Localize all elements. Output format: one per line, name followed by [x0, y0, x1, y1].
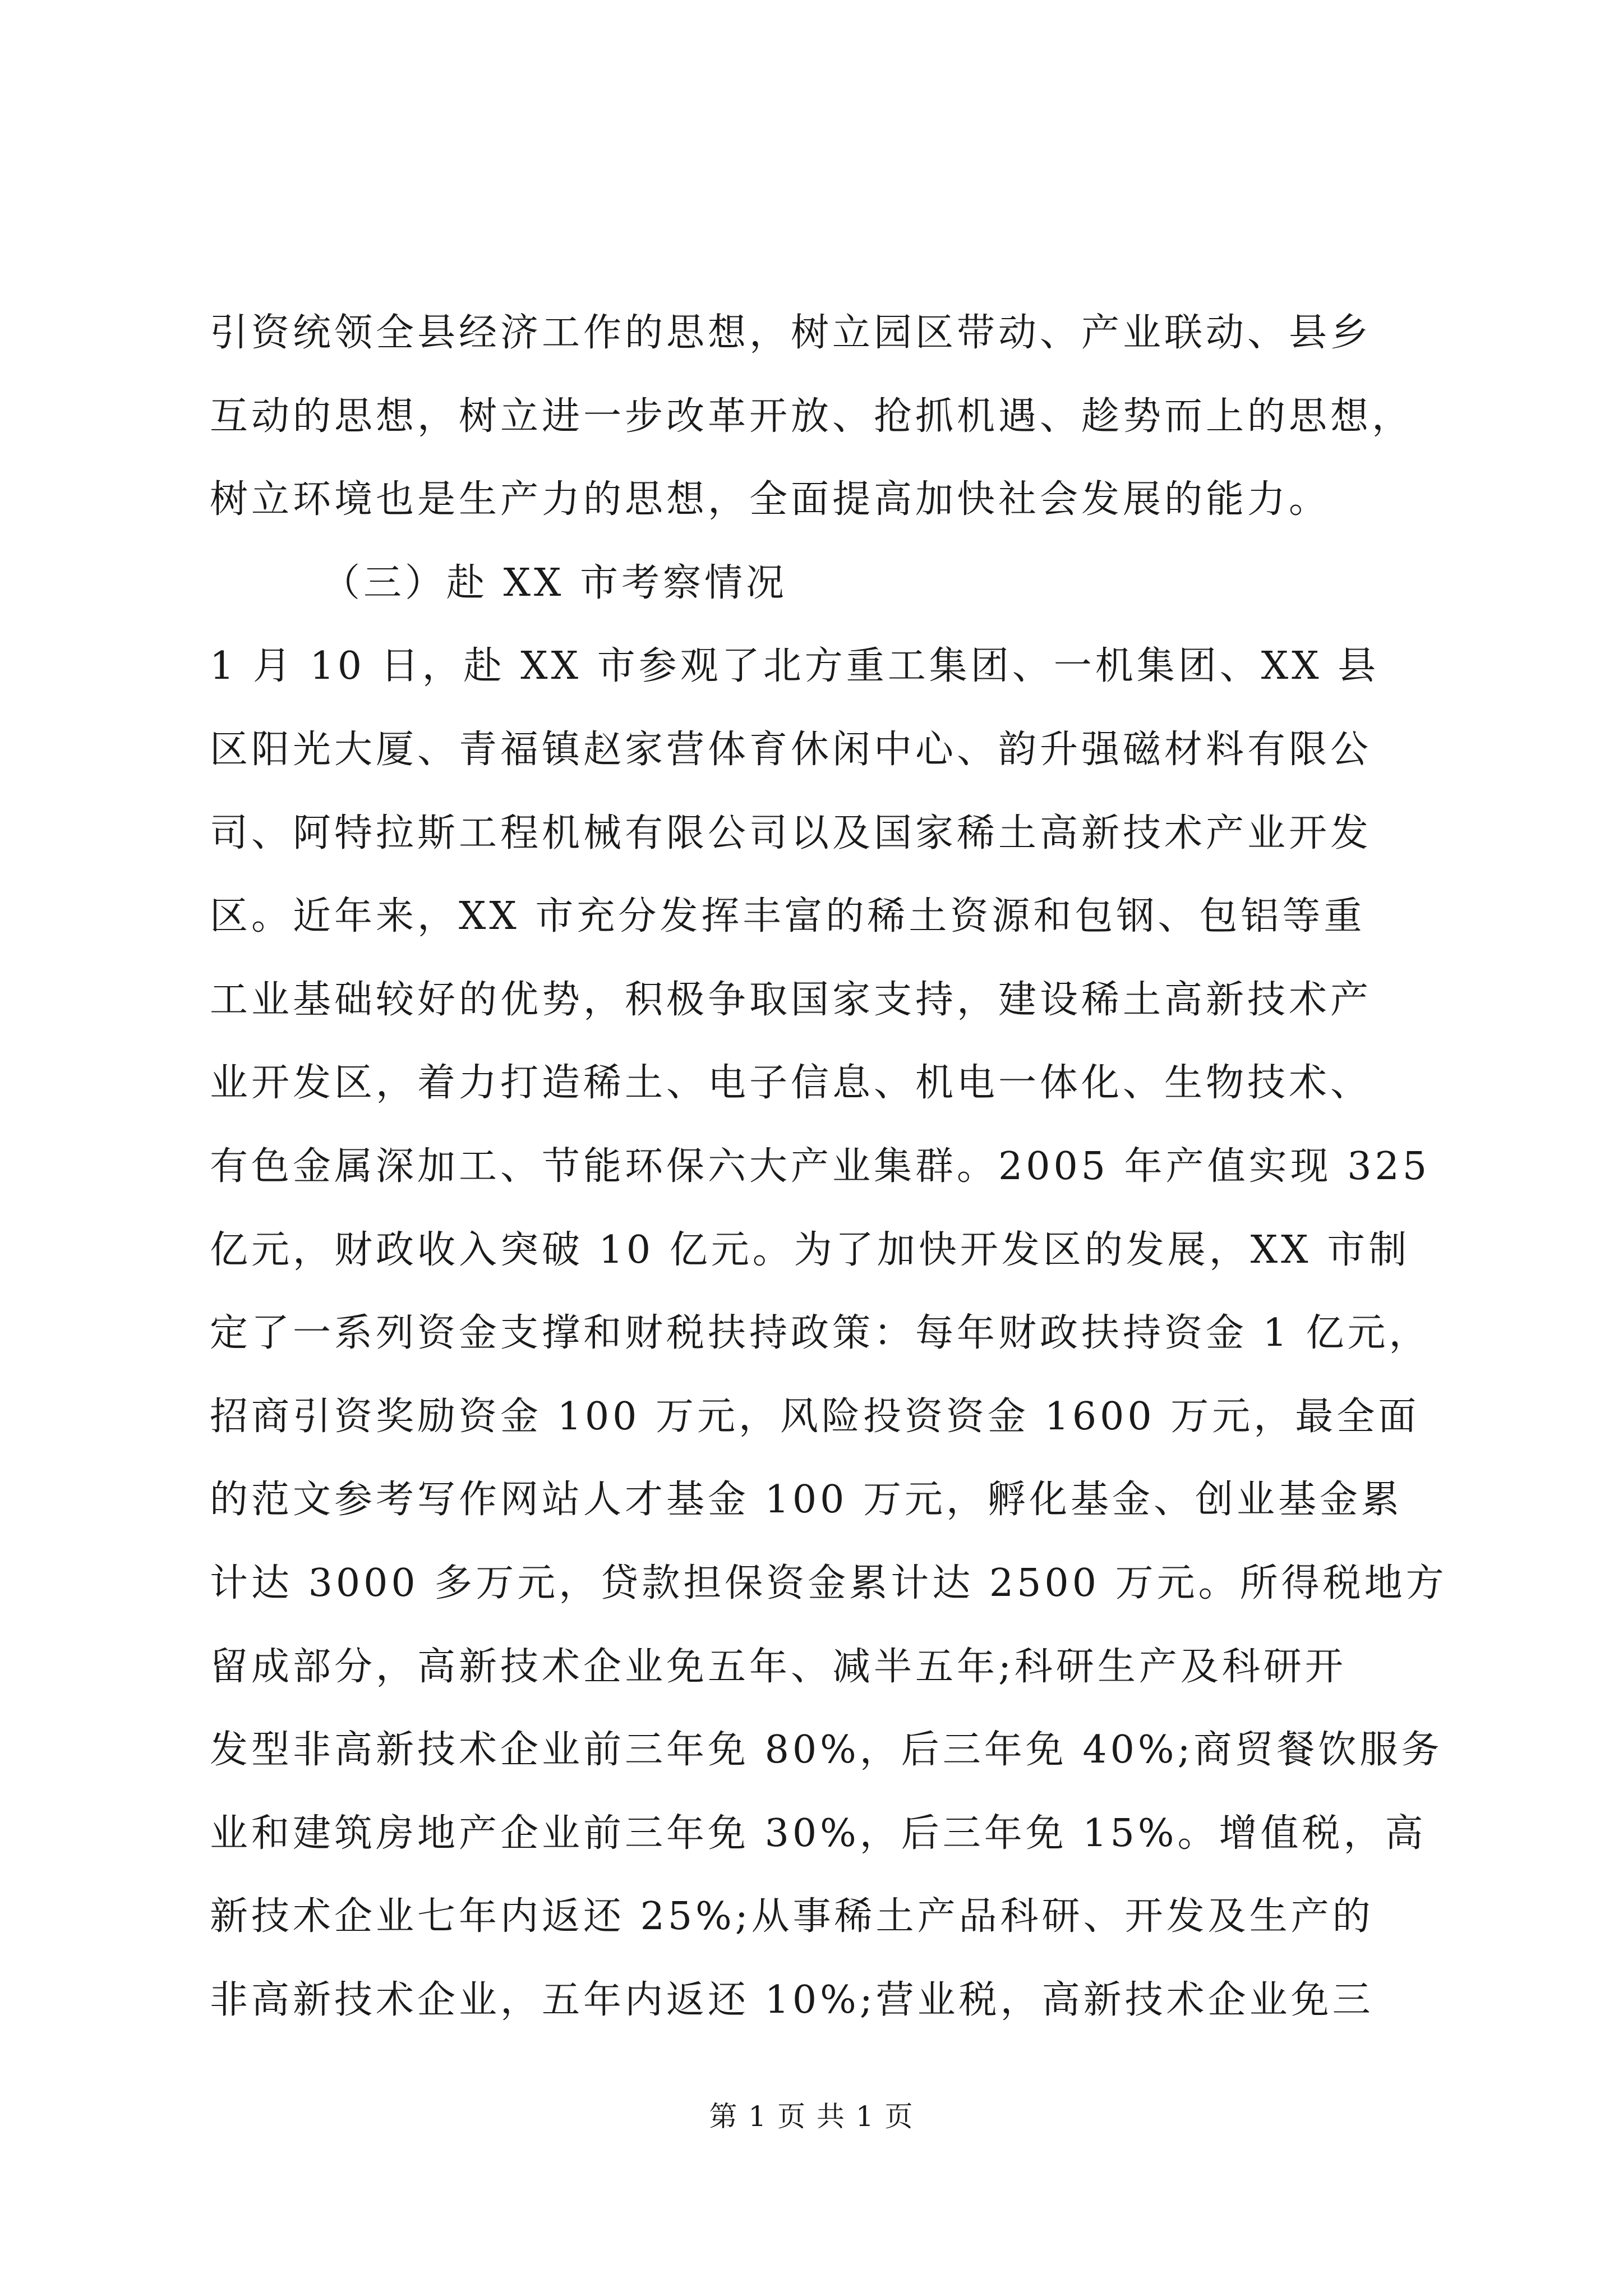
body-line: 新技术企业七年内返还 25%;从事稀土产品科研、开发及生产的: [210, 1894, 1374, 1939]
body-line: 1 月 10 日，赴 XX 市参观了北方重工集团、一机集团、XX 县: [210, 644, 1380, 689]
document-body: [210, 292, 1447, 2042]
body-line: 定了一系列资金支撑和财税扶持政策：每年财政扶持资金 1 亿元，: [210, 1311, 1431, 1356]
page-footer: 第 1 页 共 1 页: [709, 2100, 914, 2133]
body-line: 业开发区，着力打造稀土、电子信息、机电一体化、生物技术、: [210, 1061, 1372, 1106]
body-line: 区阳光大厦、青福镇赵家营体育休闲中心、韵升强磁材料有限公: [210, 727, 1372, 772]
body-line: 计达 3000 多万元，贷款担保资金累计达 2500 万元。所得税地方: [210, 1561, 1447, 1605]
body-line: 业和建筑房地产企业前三年免 30%，后三年免 15%。增值税，高: [210, 1811, 1427, 1856]
section-heading: （三）赴 XX 市考察情况: [322, 560, 788, 605]
body-line: 招商引资奖励资金 100 万元，风险投资资金 1600 万元，最全面: [210, 1394, 1420, 1439]
body-line: 互动的思想，树立进一步改革开放、抢抓机遇、趁势而上的思想，: [210, 394, 1414, 439]
body-line: 的范文参考写作网站人才基金 100 万元，孵化基金、创业基金累: [210, 1478, 1403, 1522]
body-line: 亿元，财政收入突破 10 亿元。为了加快开发区的发展，XX 市制: [210, 1227, 1410, 1272]
body-line: 有色金属深加工、节能环保六大产业集群。2005 年产值实现 325: [210, 1144, 1431, 1189]
body-line: 引资统领全县经济工作的思想，树立园区带动、产业联动、县乡: [210, 311, 1372, 355]
body-line: 发型非高新技术企业前三年免 80%，后三年免 40%;商贸餐饮服务: [210, 1728, 1443, 1773]
body-line: 区。近年来，XX 市充分发挥丰富的稀土资源和包钢、包铝等重: [210, 894, 1366, 939]
body-line: 留成部分，高新技术企业免五年、减半五年;科研生产及科研开: [210, 1644, 1347, 1689]
body-line: 司、阿特拉斯工程机械有限公司以及国家稀土高新技术产业开发: [210, 811, 1372, 855]
body-line: 工业基础较好的优势，积极争取国家支持，建设稀土高新技术产: [210, 977, 1372, 1022]
body-line: 非高新技术企业，五年内返还 10%;营业税，高新技术企业免三: [210, 1977, 1374, 2022]
body-line: 树立环境也是生产力的思想，全面提高加快社会发展的能力。: [210, 477, 1331, 522]
